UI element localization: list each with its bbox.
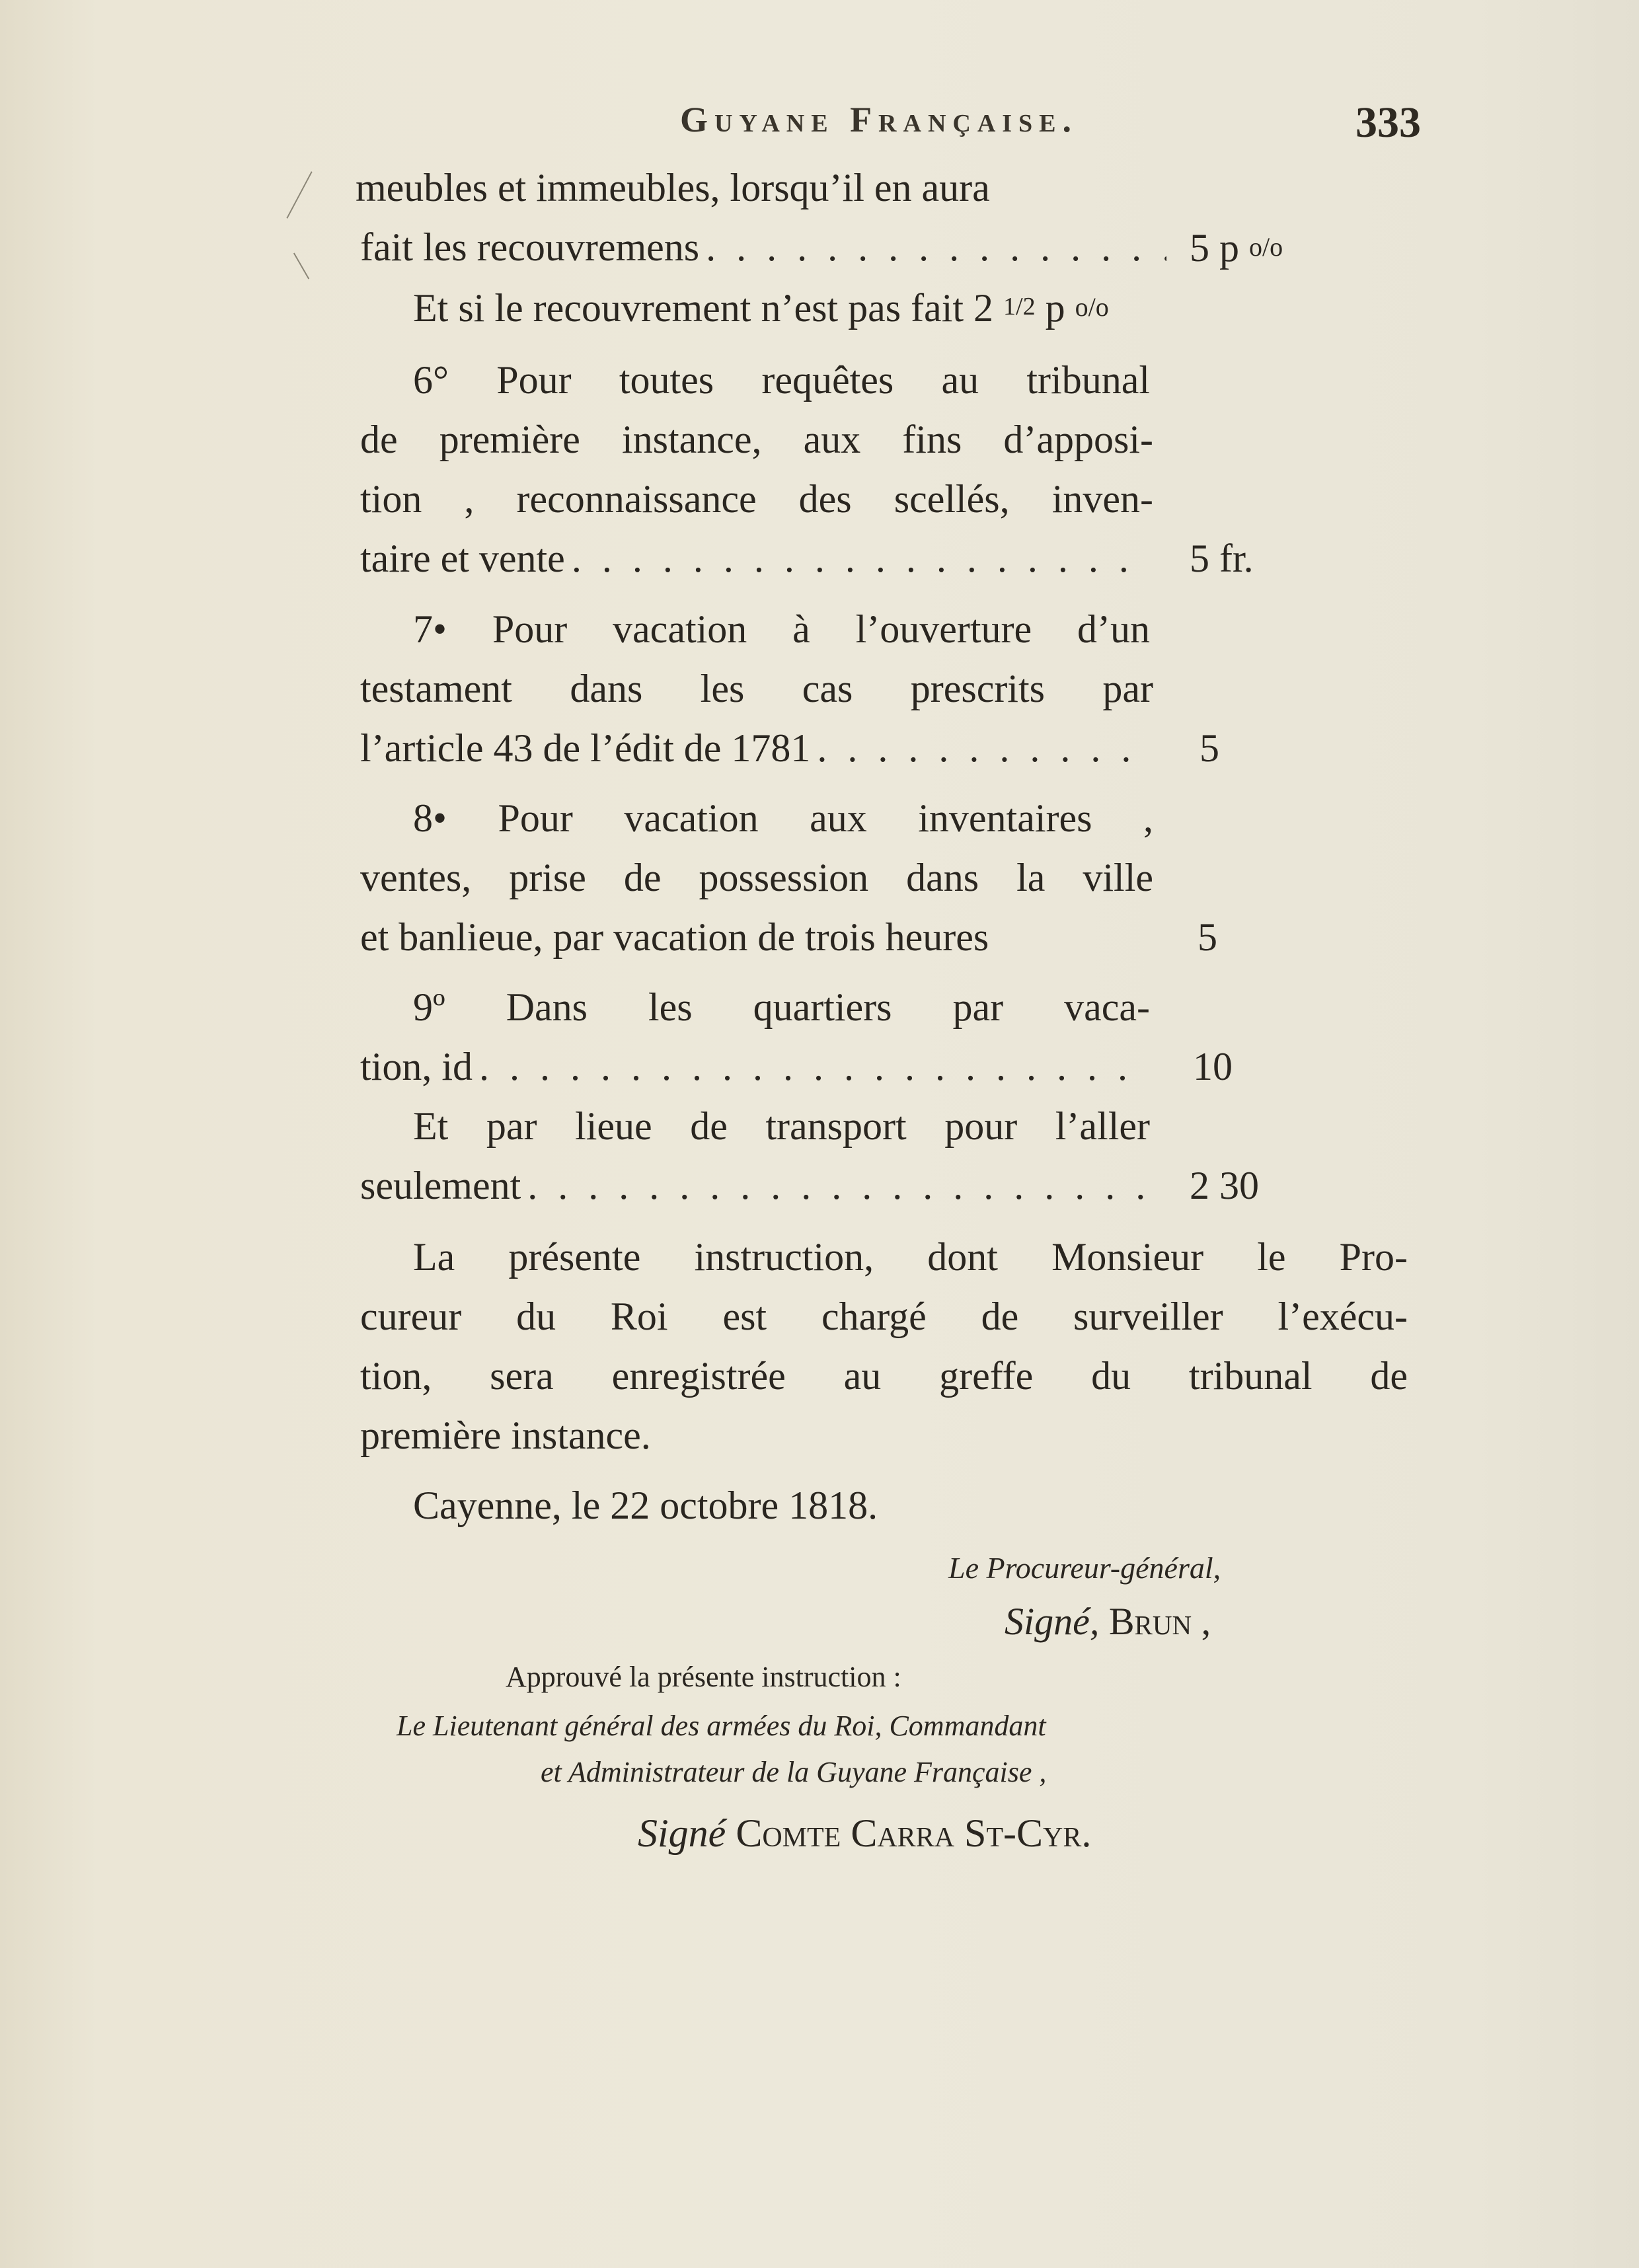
tariff-line-indented: [413, 280, 1109, 334]
text-line: tion, sera enregistrée au greffe du tribunal de: [360, 1354, 1408, 1398]
dot-leader: [479, 1040, 1147, 1093]
text-line: ventes, prise de possession dans la ville: [360, 856, 1153, 899]
tariff-amount: 5 fr.: [1190, 537, 1254, 580]
text-line: tion , reconnaissance des scellés, inven-: [360, 477, 1153, 521]
signe-label: Signé,: [1005, 1600, 1100, 1643]
tariff-label: l’article 43 de l’édit de 1781: [360, 726, 811, 770]
tariff-amount: 5: [1198, 915, 1217, 959]
tariff-label: Et si le recouvrement n’est pas fait 2: [413, 286, 994, 330]
lieutenant-title-2: et Administrateur de la Guyane Française ,: [541, 1756, 1047, 1788]
dot-leader: [572, 532, 1147, 585]
tariff-amount: 2 30: [1190, 1164, 1259, 1207]
date-line: Cayenne, le 22 octobre 1818.: [413, 1484, 878, 1527]
signer-name: Comte Carra St-Cyr.: [736, 1811, 1092, 1855]
item-8-heading: 8• Pour vacation aux inventaires ,: [413, 796, 1153, 840]
tariff-line: et banlieue, par vacation de trois heures: [360, 915, 989, 959]
item-7-heading: 7• Pour vacation à l’ouverture d’un: [413, 607, 1150, 651]
tariff-line: [360, 1040, 1153, 1093]
tariff-label: tion, id: [360, 1045, 473, 1088]
text-line: première instance.: [360, 1414, 651, 1457]
signer-name: Brun ,: [1108, 1600, 1211, 1643]
text-line: La présente instruction, dont Monsieur le Pro-: [413, 1235, 1408, 1279]
margin-mark: [293, 253, 309, 280]
procureur-signature: [1005, 1599, 1211, 1644]
text-line: testament dans les cas prescrits par: [360, 667, 1153, 710]
tariff-amount: 10: [1193, 1045, 1233, 1088]
final-signature: [638, 1811, 1091, 1856]
tariff-label: seulement: [360, 1164, 521, 1207]
margin-mark: [286, 171, 312, 219]
lieutenant-title-1: Le Lieutenant général des armées du Roi, Commandant: [397, 1710, 1046, 1742]
signe-label: Signé: [638, 1811, 726, 1855]
tariff-line: [360, 532, 1153, 585]
approval-line: Approuvé la présente instruction :: [506, 1661, 901, 1693]
tariff-line: [360, 722, 1153, 775]
amount-value: 5 p: [1190, 226, 1239, 270]
running-header: Guyane Française.: [679, 100, 1079, 139]
page-number: 333: [1355, 98, 1421, 147]
dot-leader: [706, 221, 1166, 274]
dot-leader: [527, 1159, 1147, 1212]
tariff-label: taire et vente: [360, 537, 565, 580]
tariff-line: [360, 221, 1173, 274]
tariff-label: fait les recouvremens: [360, 225, 700, 269]
tariff-amount: 5: [1200, 726, 1219, 770]
tariff-line: [360, 1159, 1153, 1212]
item-6-heading: 6° Pour toutes requêtes au tribunal: [413, 358, 1150, 402]
item-9-heading: 9º Dans les quartiers par vaca-: [413, 985, 1150, 1029]
text-line: meubles et immeubles, lorsqu’il en aura: [356, 166, 990, 209]
percent-sign: o/o: [1249, 232, 1283, 262]
text-line: de première instance, aux fins d’apposi-: [360, 418, 1153, 461]
text-line: Et par lieue de transport pour l’aller: [413, 1104, 1150, 1148]
dot-leader: [817, 722, 1147, 775]
tariff-amount: [1190, 221, 1283, 274]
unit: p: [1045, 286, 1065, 330]
fraction: 1/2: [1003, 293, 1036, 321]
percent-sign: o/o: [1075, 292, 1109, 322]
procureur-title: Le Procureur-général,: [948, 1551, 1221, 1585]
text-line: cureur du Roi est chargé de surveiller l’exécu-: [360, 1295, 1408, 1338]
